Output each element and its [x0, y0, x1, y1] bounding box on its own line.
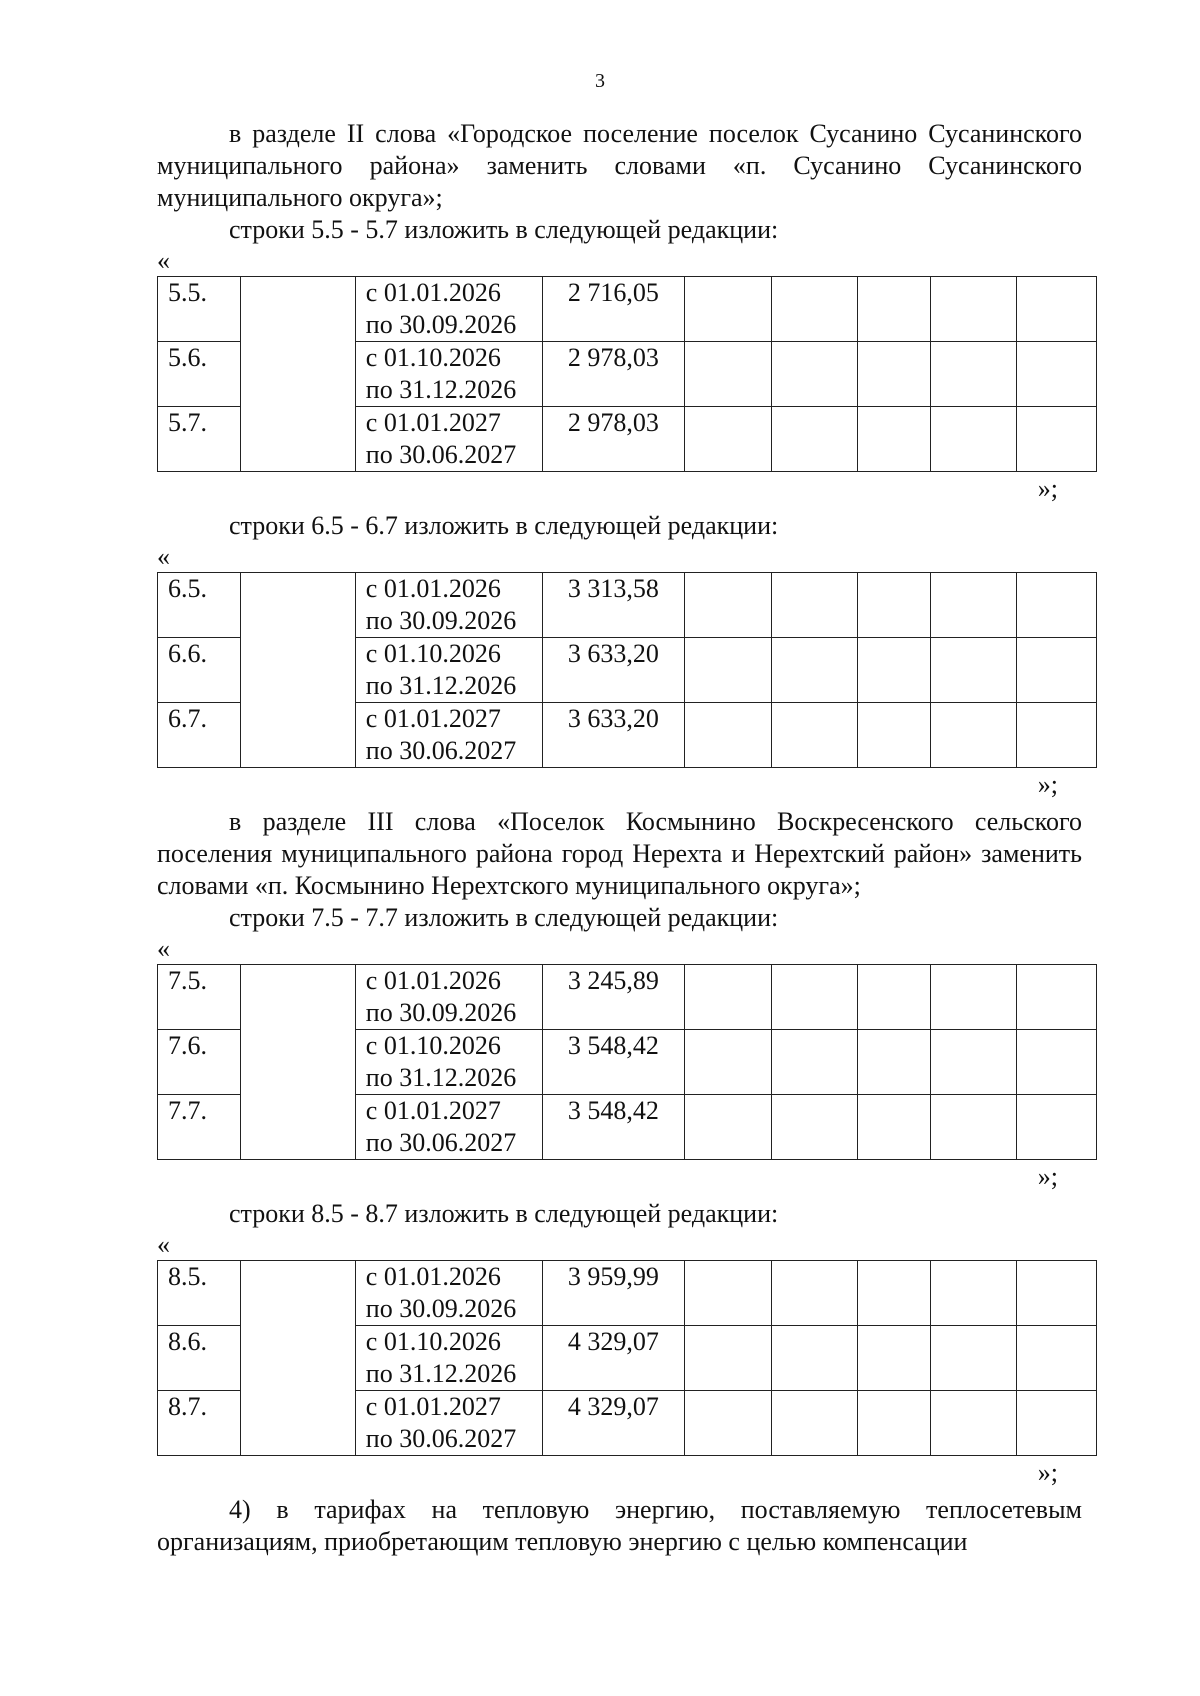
empty-cell — [930, 703, 1016, 768]
row-number: 8.7. — [158, 1391, 241, 1456]
tariff-value: 3 633,20 — [542, 703, 684, 768]
tariff-value: 2 978,03 — [542, 342, 684, 407]
tariff-table — [157, 276, 1097, 472]
empty-cell — [930, 1261, 1016, 1326]
empty-cell — [685, 965, 772, 1030]
empty-cell — [930, 1326, 1016, 1391]
table-rows-5 — [157, 276, 1082, 472]
empty-cell — [857, 573, 930, 638]
open-quote: « — [157, 1230, 170, 1259]
tariff-value: 2 978,03 — [542, 407, 684, 472]
empty-cell — [1016, 638, 1097, 703]
row-number: 6.6. — [158, 638, 241, 703]
table-rows-7 — [157, 964, 1082, 1160]
paragraph-section-2: в разделе II слова «Городское поселение поселок Сусанино Сусанинского муниципального района» заменить словами «п. Сусанино Сусанинского муниципального округа»; — [157, 119, 1082, 212]
period-from: с 01.01.2026 — [365, 278, 501, 307]
empty-cell — [685, 703, 772, 768]
empty-cell — [685, 277, 772, 342]
empty-cell — [930, 638, 1016, 703]
merged-empty-cell — [240, 277, 355, 472]
empty-cell — [930, 1095, 1016, 1160]
empty-cell — [1016, 1326, 1097, 1391]
empty-cell — [857, 1326, 930, 1391]
empty-cell — [772, 703, 858, 768]
empty-cell — [857, 965, 930, 1030]
tariff-table — [157, 1260, 1097, 1456]
period-cell — [355, 342, 542, 407]
empty-cell — [1016, 1095, 1097, 1160]
period-from: с 01.01.2027 — [365, 1392, 501, 1421]
tariff-table — [157, 964, 1097, 1160]
period-to: по 31.12.2026 — [365, 1063, 517, 1092]
table-row — [158, 277, 1097, 342]
period-cell — [355, 638, 542, 703]
empty-cell — [930, 1030, 1016, 1095]
row-number: 8.6. — [158, 1326, 241, 1391]
close-quote: »; — [1037, 1162, 1058, 1191]
empty-cell — [930, 965, 1016, 1030]
period-cell — [355, 1030, 542, 1095]
period-cell — [355, 1326, 542, 1391]
period-to: по 30.06.2027 — [365, 1128, 517, 1157]
period-cell — [355, 965, 542, 1030]
empty-cell — [930, 407, 1016, 472]
empty-cell — [772, 1030, 858, 1095]
document-body — [157, 118, 1082, 1558]
row-number: 5.7. — [158, 407, 241, 472]
period-from: с 01.01.2027 — [365, 1096, 501, 1125]
period-from: с 01.01.2026 — [365, 1262, 501, 1291]
open-quote: « — [157, 934, 170, 963]
merged-empty-cell — [240, 573, 355, 768]
empty-cell — [772, 573, 858, 638]
paragraph-item-4: 4) в тарифах на тепловую энергию, поставляемую теплосетевым организациям, приобретающим тепловую энергию с целью компенсации — [157, 1495, 1082, 1556]
empty-cell — [772, 342, 858, 407]
empty-cell — [857, 1095, 930, 1160]
lead-rows-7: строки 7.5 - 7.7 изложить в следующей редакции: — [229, 903, 779, 932]
table-row — [158, 965, 1097, 1030]
empty-cell — [685, 1095, 772, 1160]
period-from: с 01.10.2026 — [365, 343, 501, 372]
period-from: с 01.10.2026 — [365, 1327, 501, 1356]
open-quote: « — [157, 542, 170, 571]
period-cell — [355, 277, 542, 342]
table-row — [158, 1261, 1097, 1326]
row-number: 7.6. — [158, 1030, 241, 1095]
empty-cell — [1016, 703, 1097, 768]
empty-cell — [930, 1391, 1016, 1456]
empty-cell — [930, 277, 1016, 342]
empty-cell — [1016, 573, 1097, 638]
period-cell — [355, 573, 542, 638]
empty-cell — [685, 1326, 772, 1391]
table-rows-8 — [157, 1260, 1082, 1456]
empty-cell — [857, 638, 930, 703]
merged-empty-cell — [240, 1261, 355, 1456]
tariff-value: 3 548,42 — [542, 1030, 684, 1095]
empty-cell — [772, 1391, 858, 1456]
row-number: 6.5. — [158, 573, 241, 638]
empty-cell — [1016, 1030, 1097, 1095]
empty-cell — [857, 342, 930, 407]
open-quote: « — [157, 246, 170, 275]
tariff-value: 3 245,89 — [542, 965, 684, 1030]
page-number: 3 — [595, 70, 605, 92]
empty-cell — [857, 1261, 930, 1326]
period-to: по 30.09.2026 — [365, 310, 517, 339]
row-number: 7.5. — [158, 965, 241, 1030]
empty-cell — [857, 1030, 930, 1095]
close-quote: »; — [1037, 1458, 1058, 1487]
empty-cell — [772, 1261, 858, 1326]
paragraph-section-3: в разделе III слова «Поселок Космынино Воскресенского сельского поселения муниципального района город Нерехта и Нерехтский район» заменить словами «п. Космынино Нерехтского муниципального округа»; — [157, 807, 1082, 900]
row-number: 5.6. — [158, 342, 241, 407]
period-to: по 31.12.2026 — [365, 1359, 517, 1388]
period-to: по 30.06.2027 — [365, 736, 517, 765]
period-cell — [355, 1095, 542, 1160]
empty-cell — [857, 703, 930, 768]
period-from: с 01.10.2026 — [365, 639, 501, 668]
lead-rows-8: строки 8.5 - 8.7 изложить в следующей редакции: — [229, 1199, 779, 1228]
empty-cell — [1016, 1391, 1097, 1456]
period-cell — [355, 1391, 542, 1456]
lead-rows-6: строки 6.5 - 6.7 изложить в следующей редакции: — [229, 511, 779, 540]
empty-cell — [772, 407, 858, 472]
empty-cell — [685, 1261, 772, 1326]
empty-cell — [857, 1391, 930, 1456]
tariff-value: 3 548,42 — [542, 1095, 684, 1160]
row-number: 5.5. — [158, 277, 241, 342]
tariff-value: 3 959,99 — [542, 1261, 684, 1326]
lead-rows-5: строки 5.5 - 5.7 изложить в следующей редакции: — [229, 215, 779, 244]
empty-cell — [1016, 965, 1097, 1030]
empty-cell — [930, 342, 1016, 407]
empty-cell — [772, 965, 858, 1030]
row-number: 6.7. — [158, 703, 241, 768]
empty-cell — [772, 638, 858, 703]
period-to: по 30.09.2026 — [365, 998, 517, 1027]
period-cell — [355, 1261, 542, 1326]
empty-cell — [685, 573, 772, 638]
period-to: по 30.06.2027 — [365, 1424, 517, 1453]
period-cell — [355, 703, 542, 768]
empty-cell — [772, 277, 858, 342]
table-rows-6 — [157, 572, 1082, 768]
row-number: 7.7. — [158, 1095, 241, 1160]
tariff-value: 4 329,07 — [542, 1391, 684, 1456]
tariff-value: 4 329,07 — [542, 1326, 684, 1391]
empty-cell — [772, 1095, 858, 1160]
empty-cell — [1016, 277, 1097, 342]
period-from: с 01.10.2026 — [365, 1031, 501, 1060]
period-to: по 30.06.2027 — [365, 440, 517, 469]
period-to: по 30.09.2026 — [365, 1294, 517, 1323]
tariff-value: 3 633,20 — [542, 638, 684, 703]
empty-cell — [930, 573, 1016, 638]
period-to: по 30.09.2026 — [365, 606, 517, 635]
empty-cell — [685, 1030, 772, 1095]
close-quote: »; — [1037, 770, 1058, 799]
period-to: по 31.12.2026 — [365, 375, 517, 404]
empty-cell — [857, 277, 930, 342]
empty-cell — [1016, 407, 1097, 472]
empty-cell — [857, 407, 930, 472]
close-quote: »; — [1037, 474, 1058, 503]
tariff-value: 2 716,05 — [542, 277, 684, 342]
period-from: с 01.01.2027 — [365, 408, 501, 437]
period-cell — [355, 407, 542, 472]
empty-cell — [1016, 1261, 1097, 1326]
empty-cell — [685, 1391, 772, 1456]
tariff-value: 3 313,58 — [542, 573, 684, 638]
period-from: с 01.01.2026 — [365, 574, 501, 603]
empty-cell — [685, 342, 772, 407]
empty-cell — [1016, 342, 1097, 407]
empty-cell — [772, 1326, 858, 1391]
merged-empty-cell — [240, 965, 355, 1160]
period-to: по 31.12.2026 — [365, 671, 517, 700]
empty-cell — [685, 407, 772, 472]
period-from: с 01.01.2027 — [365, 704, 501, 733]
period-from: с 01.01.2026 — [365, 966, 501, 995]
empty-cell — [685, 638, 772, 703]
row-number: 8.5. — [158, 1261, 241, 1326]
tariff-table — [157, 572, 1097, 768]
table-row — [158, 573, 1097, 638]
